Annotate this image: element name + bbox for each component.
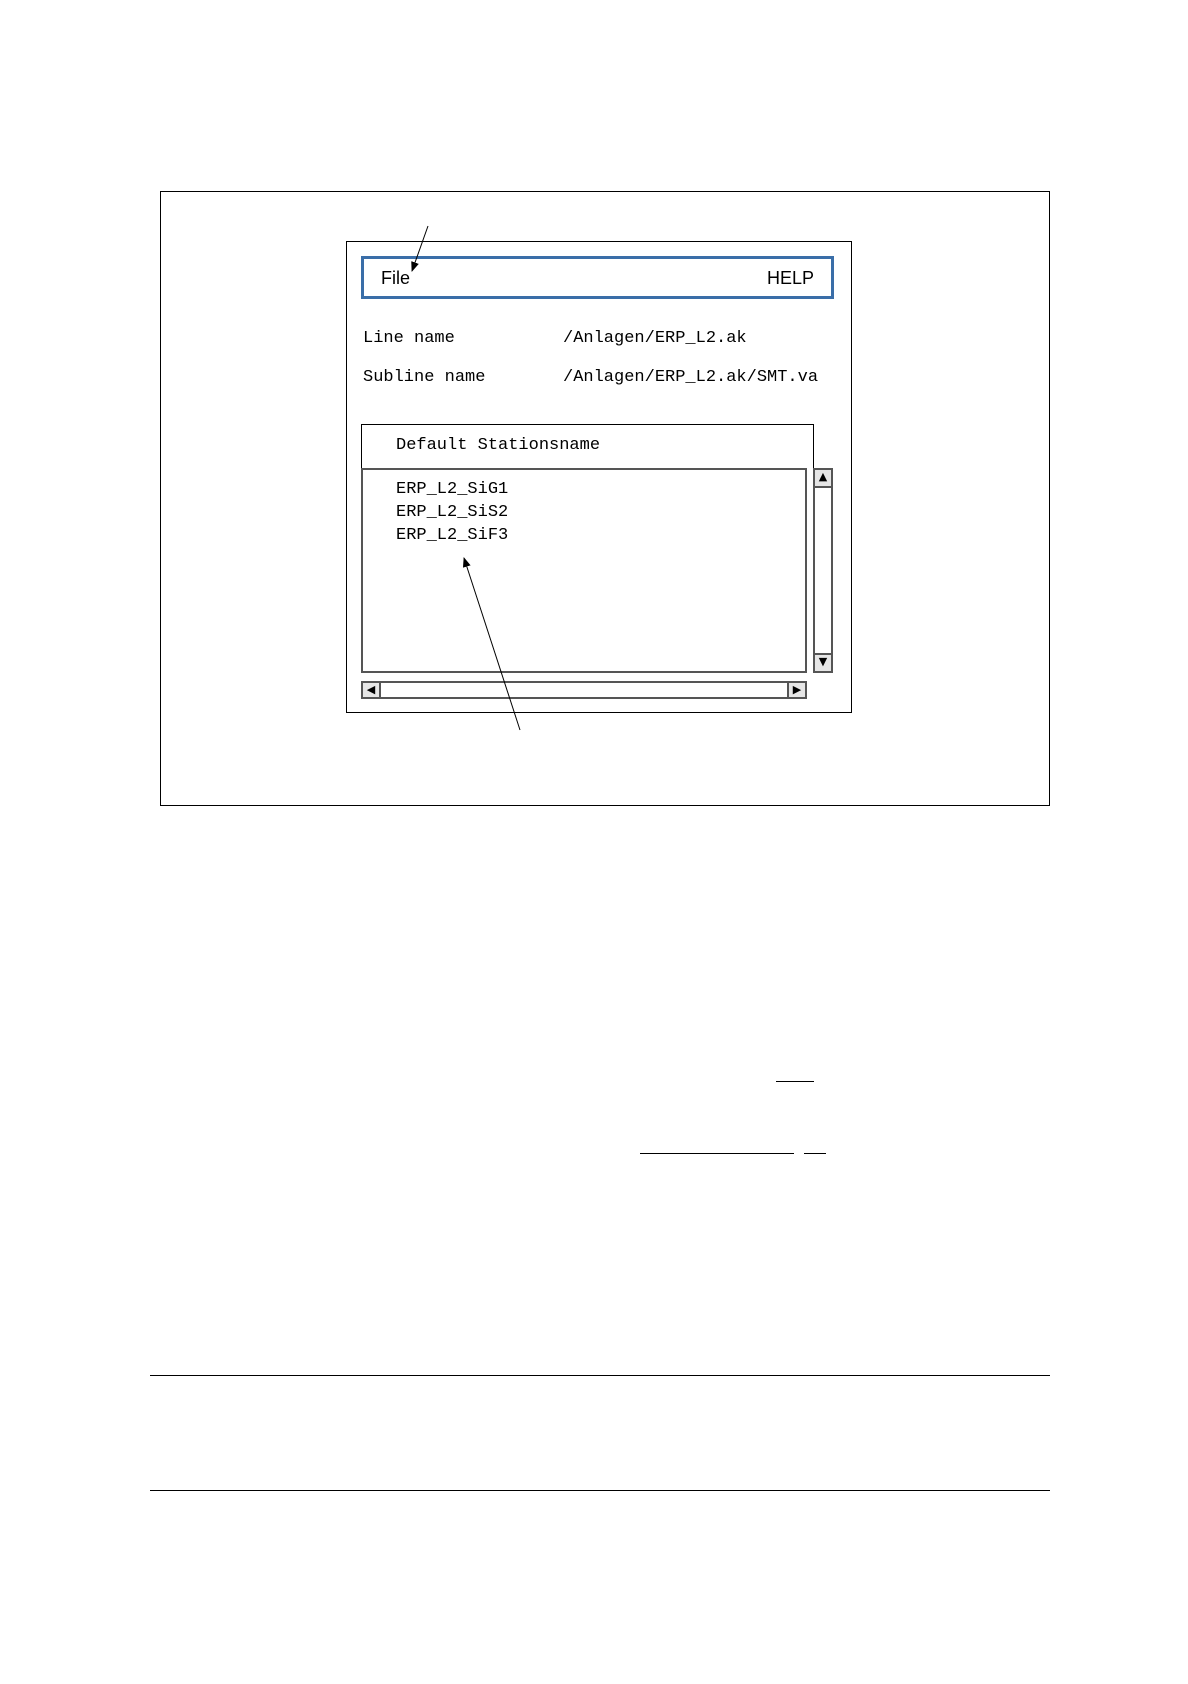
- list-item[interactable]: ERP_L2_SiF3: [396, 526, 509, 545]
- list-header-label: Default Stationsname: [396, 436, 601, 455]
- line-name-value: /Anlagen/ERP_L2.ak: [563, 329, 747, 348]
- list-item[interactable]: ERP_L2_SiS2: [396, 503, 509, 522]
- divider-line: [150, 1490, 1050, 1491]
- scroll-left-arrow-icon[interactable]: ◀: [363, 683, 381, 697]
- underline-mark: [804, 1153, 826, 1154]
- callout-arrow-file: [412, 226, 428, 271]
- underline-mark: [640, 1153, 794, 1154]
- scroll-right-arrow-icon[interactable]: ▶: [787, 683, 805, 697]
- menu-file[interactable]: File: [381, 268, 411, 288]
- callout-arrow-list: [464, 558, 520, 730]
- scroll-up-arrow-icon[interactable]: ▲: [815, 470, 831, 488]
- subline-name-value: /Anlagen/ERP_L2.ak/SMT.va: [563, 368, 819, 387]
- line-name-label: Line name: [363, 329, 455, 348]
- subline-name-label: Subline name: [363, 368, 486, 387]
- menu-help[interactable]: HELP: [766, 268, 814, 288]
- divider-line: [150, 1375, 1050, 1376]
- list-item[interactable]: ERP_L2_SiG1: [396, 480, 509, 499]
- underline-mark: [776, 1081, 814, 1082]
- scroll-down-arrow-icon[interactable]: ▼: [815, 653, 831, 671]
